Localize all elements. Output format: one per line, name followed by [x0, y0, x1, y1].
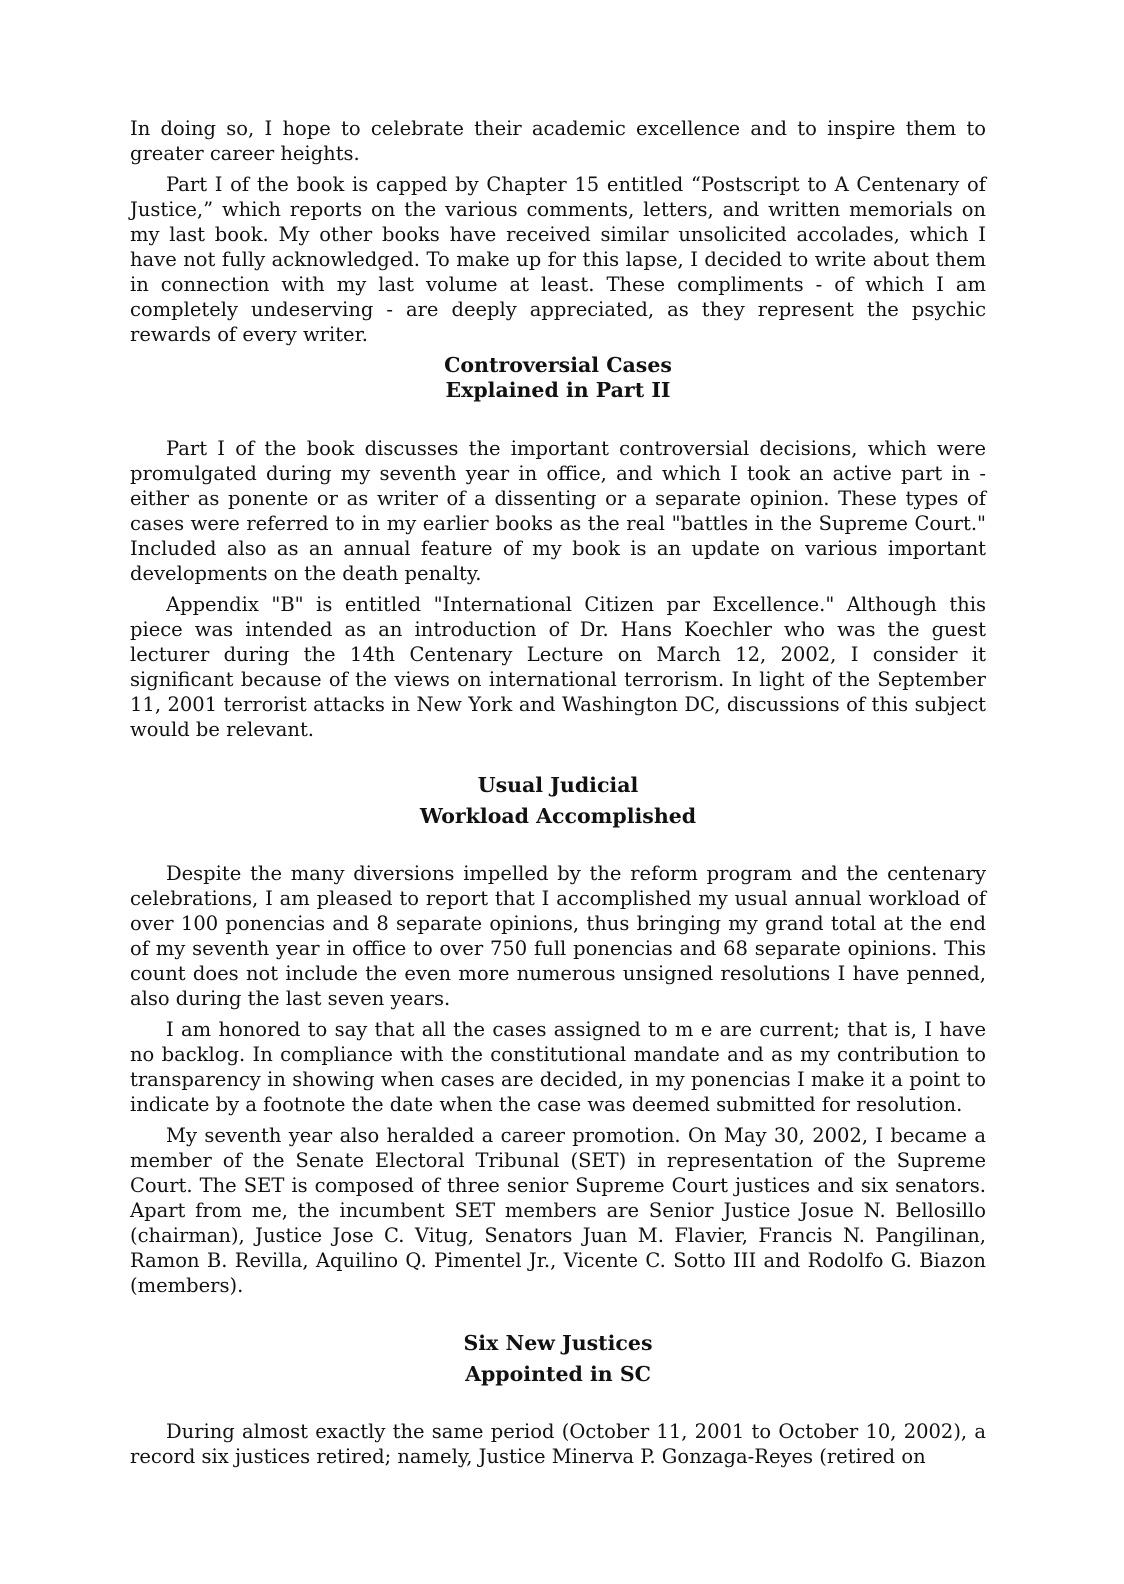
paragraph: My seventh year also heralded a career promotion. On May 30, 2002, I became a member of the Senate Electoral Tribunal (SET) in representation of the Supreme Court. The SET is composed of three senior Supreme Court justices and six senators. Apart from me, the incumbent SET members are Senior Justice Josue N. Bellosillo (chairman), Justice Jose C. Vitug, Senators Juan M. Flavier, Francis N. Pangilinan, Ramon B. Revilla, Aquilino Q. Pimentel Jr., Vicente C. Sotto III and Rodolfo G. Biazon (members).	[130, 1124, 986, 1297]
paragraph: Part I of the book is capped by Chapter 15 entitled “Postscript to A Centenary of Justice,” which reports on the various comments, letters, and written memorials on my last book. My other books have received similar unsolicited accolades, which I have not fully acknowledged. To make up for this lapse, I decided to write about them in connection with my last volume at least. These compliments - of which I am completely undeserving - are deeply appreciated, as they represent the psychic rewards of every writer.	[130, 173, 986, 346]
heading-line: Usual Judicial	[477, 773, 639, 797]
heading-line: Appointed in SC	[465, 1362, 651, 1386]
paragraph: In doing so, I hope to celebrate their academic excellence and to inspire them to greater career heights.	[130, 117, 986, 165]
section-heading-controversial-cases	[130, 353, 986, 403]
paragraph: I am honored to say that all the cases assigned to m e are current; that is, I have no backlog. In compliance with the constitutional mandate and as my contribution to transparency in showing when cases are decided, in my ponencias I make it a point to indicate by a footnote the date when the case was deemed submitted for resolution.	[130, 1018, 986, 1116]
section-heading-new-justices	[130, 1328, 986, 1390]
section-heading-judicial-workload	[130, 770, 986, 832]
paragraph: Despite the many diversions impelled by the reform program and the centenary celebrations, I am pleased to report that I accomplished my usual annual workload of over 100 ponencias and 8 separate opinions, thus bringing my grand total at the end of my seventh year in office to over 750 full ponencias and 68 separate opinions. This count does not include the even more numerous unsigned resolutions I have penned, also during the last seven years.	[130, 862, 986, 1010]
heading-line: Workload Accomplished	[419, 804, 697, 828]
heading-line: Explained in Part II	[445, 378, 671, 402]
paragraph: Part I of the book discusses the important controversial decisions, which were promulgated during my seventh year in office, and which I took an active part in - either as ponente or as writer of a dissenting or a separate opinion. These types of cases were referred to in my earlier books as the real "battles in the Supreme Court." Included also as an annual feature of my book is an update on various important developments on the death penalty.	[130, 437, 986, 585]
document-page	[130, 116, 986, 1475]
paragraph: Appendix "B" is entitled "International Citizen par Excellence." Although this piece was intended as an introduction of Dr. Hans Koechler who was the guest lecturer during the 14th Centenary Lecture on March 12, 2002, I consider it significant because of the views on international terrorism. In light of the September 11, 2001 terrorist attacks in New York and Washington DC, discussions of this subject would be relevant.	[130, 593, 986, 741]
heading-line: Controversial Cases	[444, 353, 672, 377]
paragraph: During almost exactly the same period (October 11, 2001 to October 10, 2002), a record six justices retired; namely, Justice Minerva P. Gonzaga-Reyes (retired on	[130, 1420, 986, 1468]
heading-line: Six New Justices	[463, 1331, 653, 1355]
